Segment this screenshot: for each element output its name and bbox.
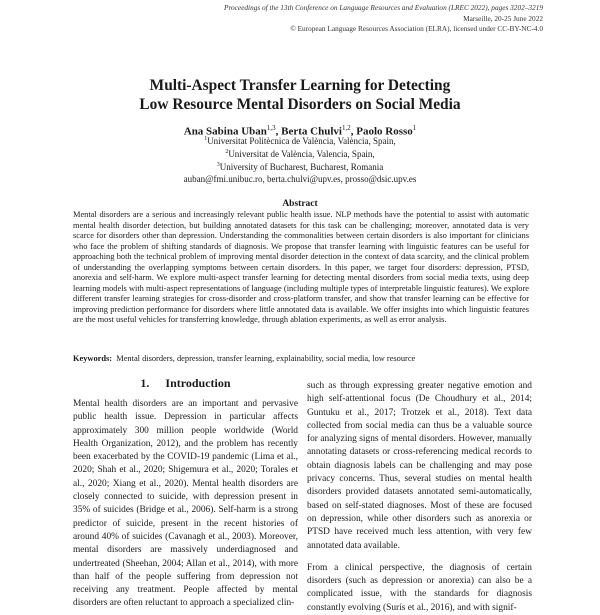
abstract-heading: Abstract (282, 199, 318, 209)
location-date: Marseille, 20-25 June 2022 (463, 13, 543, 23)
affiliation-item: $^3$University of Bucharest, Bucharest, Romania (216, 162, 384, 173)
affiliation-item: $^2$Universitat de València, Valencia, Spain, (225, 149, 375, 160)
author-name: Berta Chulvi (281, 125, 342, 138)
proceedings-line: Proceedings of the 13th Conference on Language Resources and Evaluation (LREC 2022), pages 3202–3219 (224, 3, 543, 12)
author-affil: 1,2 (341, 124, 351, 132)
left-column (73, 377, 298, 611)
paper-title (0, 76, 600, 114)
section-heading (73, 377, 298, 390)
keywords-label: Keywords: (73, 354, 113, 363)
right-column (307, 380, 532, 615)
affiliation-item: $^1$Universitat Politècnica de València, València, Spain, (204, 136, 396, 146)
title-line-2: Low Resource Mental Disorders on Social Media (139, 96, 461, 113)
author-name: Paolo Rosso (356, 125, 413, 138)
author-affil: 1 (412, 124, 417, 132)
section-number: 1. (140, 376, 150, 390)
author-affil: 1,3 (266, 124, 276, 132)
keywords-text: Mental disorders, depression, transfer learning, explainability, social media, low resource (116, 354, 416, 363)
affiliations (0, 134, 600, 185)
page-header (224, 3, 543, 35)
author-list: Ana Sabina Uban$^{1,3}$, Berta Chulvi$^{1,2}$, Paolo Rosso$^1$ (183, 124, 417, 138)
author-name: Ana Sabina Uban (183, 125, 267, 138)
abstract-text: Mental disorders are a serious and increasingly relevant public health issue. NLP methods have the potential to assist with automatic mental health disorder detection, but building annotated datasets for this task can be challenging; moreover, annotated data is very scarce for disorders other than depression. Understanding the commonalities between certain disorders is also important for clinicians who face the problem of shifting standards of diagnosis. We propose that transfer learning with linguistic features can be useful for approaching both the technical problem of improving mental disorder detection in the context of data scarcity, and the clinical problem of understanding the overlapping symptoms between certain disorders. In this paper, we target four disorders: depression, PTSD, anorexia and self-harm. We explore multi-aspect transfer learning for detecting mental disorders from social media texts, using deep learning models with multi-aspect representations of language (including multiple types of interpretable linguistic features). We explore different transfer learning strategies for cross-disorder and cross-platform transfer, and show that transfer learning can be effective for improving prediction performance for disorders where little annotated data is available. We offer insights into which linguistic features are the most useful vehicles for transferring knowledge, through ablation experiments, as well as error analysis. (73, 210, 529, 324)
author-emails: auban@fmi.unibuc.ro, berta.chulvi@upv.es, prosso@dsic.upv.es (183, 173, 417, 184)
section-title: Introduction (165, 376, 231, 390)
keywords (73, 354, 529, 365)
license-line: © European Language Resources Association (ELRA), licensed under CC-BY-NC-4.0 (290, 24, 543, 33)
intro-paragraph: such as through expressing greater negative emotion and high self-attentional focus (De Choudhury et al., 2014; Guntuku et al., 2017; Trotzek et al., 2018). Text data collected from social media can thus be a valuable source for analyzing signs of mental disorders. However, manually annotating datasets or cross-referencing medical records to obtain diagnosis labels can be challenging and may pose privacy concerns. Thus, several studies on mental health disorders provided datasets annotated semi-automatically, based on self-stated diagnoses. Most of these are focused on depression, while other disorders such as anorexia or PTSD have received much less attention, with very few annotated data available. (307, 381, 532, 551)
intro-paragraph: From a clinical perspective, the diagnosis of certain disorders (such as depression or anorexia) can also be a complicated issue, with the standards for diagnosis constantly evolving (Surís et al., 2016), and with signif- (307, 562, 532, 613)
title-line-1: Multi-Aspect Transfer Learning for Detecting (149, 77, 451, 94)
intro-paragraph: Mental health disorders are an important and pervasive public health issue. Depression in particular affects approximately 300 million people worldwide (World Health Organization, 2012), and the problem has recently been exacerbated by the COVID-19 pandemic (Lima et al., 2020; Shah et al., 2020; Shigemura et al., 2020; Torales et al., 2020; Xiang et al., 2020). Mental health disorders are closely connected to suicide, with depression present in 35% of suicides (Bridge et al., 2006). Self-harm is a strong predictor of suicide, present in the recent histories of around 40% of suicides (Cavanagh et al., 2003). Moreover, mental disorders are massively underdiagnosed and undertreated (Sheehan, 2004; Allan et al., 2014), with more than half of the people suffering from depression not receiving any treatment. People affected by mental disorders are often reluctant to approach a specialized clin- (73, 399, 298, 609)
